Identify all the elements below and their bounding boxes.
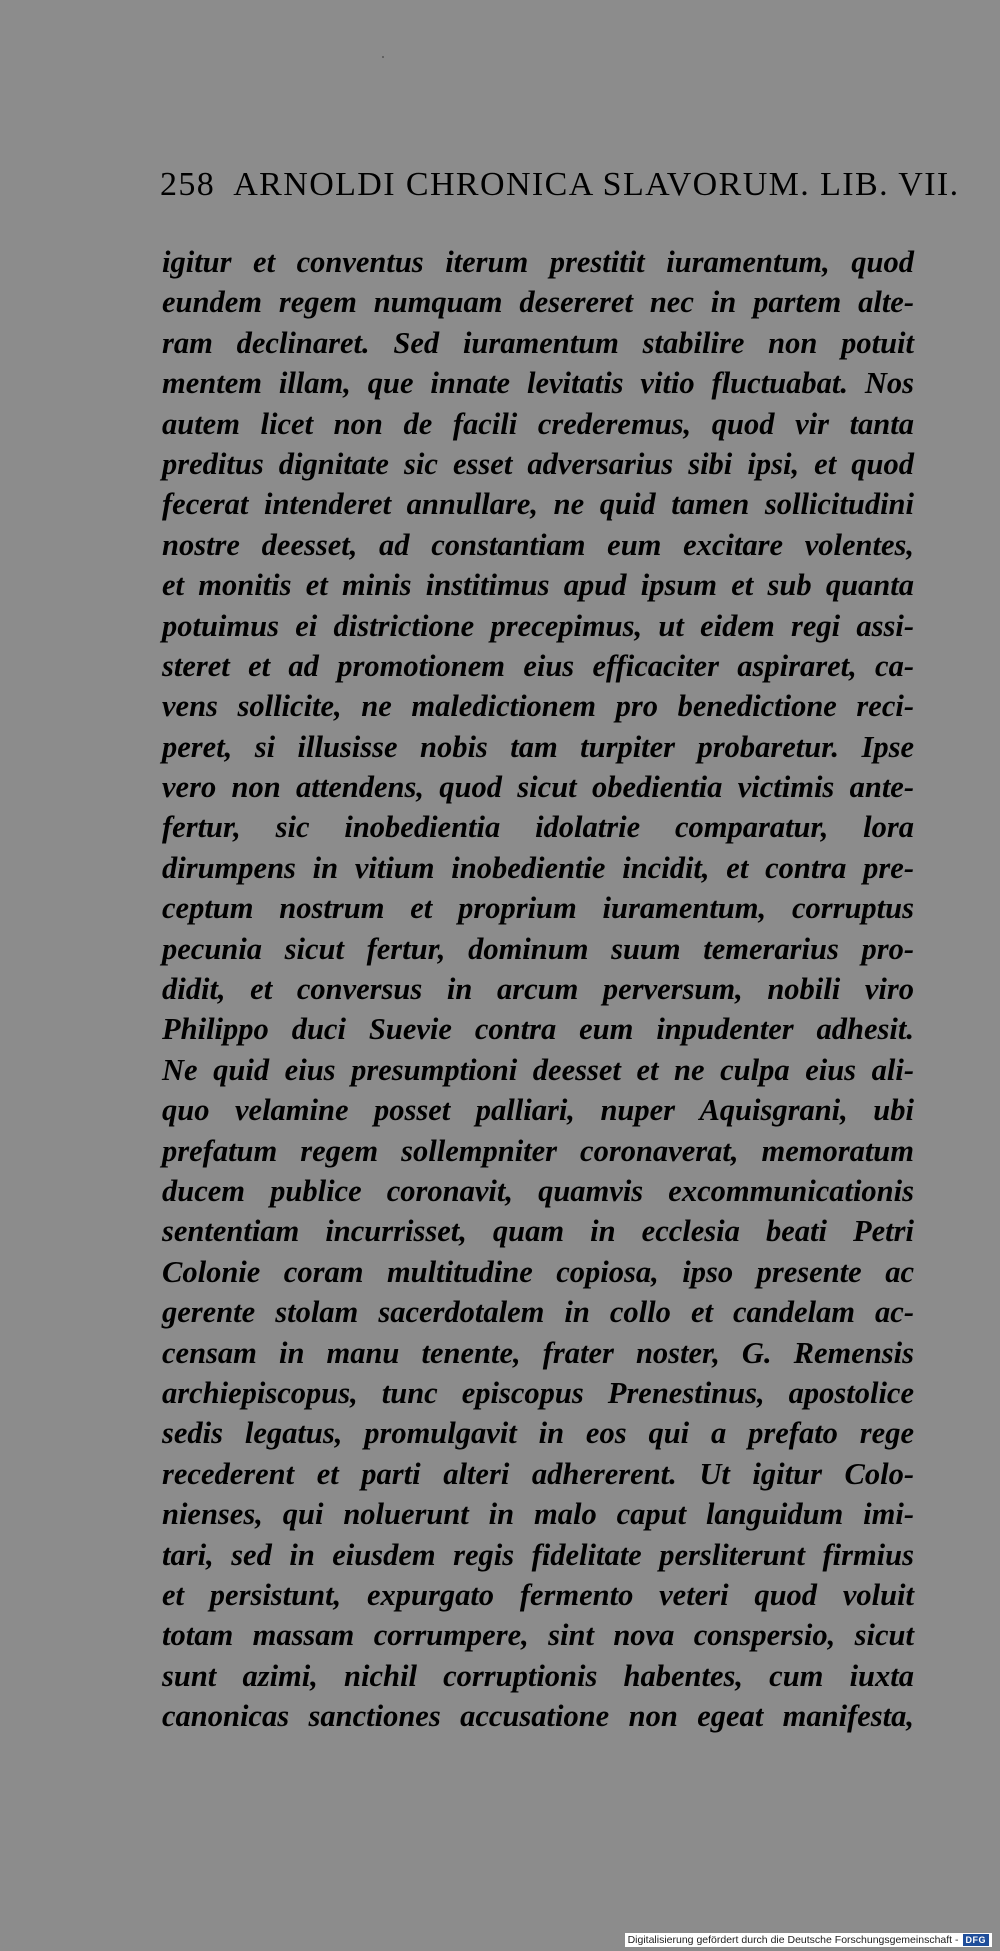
text-line: vens sollicite, ne maledictionem pro benedictione reci- — [162, 689, 914, 724]
scan-speck — [382, 56, 384, 58]
text-line: peret, si illusisse nobis tam turpiter probaretur. Ipse — [162, 729, 914, 764]
text-line: fertur, sic inobedientia idolatrie comparatur, lora — [162, 810, 914, 845]
page-number: 258 — [160, 166, 216, 203]
text-line: igitur et conventus iterum prestitit iuramentum, quod — [162, 245, 914, 279]
text-line: prefatum regem sollempniter coronaverat, memoratum — [162, 1133, 914, 1168]
text-line: canonicas sanctiones accusatione non egeat manifesta, — [162, 1699, 914, 1734]
text-line: nostre deesset, ad constantiam eum excitare volentes, — [162, 527, 914, 562]
text-line: ceptum nostrum et proprium iuramentum, corruptus — [162, 891, 914, 926]
text-line: et monitis et minis institimus apud ipsum et sub quanta — [162, 568, 914, 603]
text-line: steret et ad promotionem eius efficaciter aspiraret, ca- — [162, 648, 914, 683]
text-line: autem licet non de facili crederemus, quod vir tanta — [162, 406, 914, 441]
text-line: censam in manu tenente, frater noster, G. Remensis — [162, 1335, 914, 1370]
dfg-logo-icon: DFG — [963, 1934, 990, 1946]
text-line: dirumpens in vitium inobedientie incidit, et contra pre- — [162, 850, 914, 885]
text-line: archiepiscopus, tunc episcopus Prenestinus, apostolice — [162, 1375, 914, 1410]
text-line: tari, sed in eiusdem regis fidelitate persliterunt firmius — [162, 1537, 914, 1572]
text-line: Philippo duci Suevie contra eum inpudenter adhesit. — [162, 1012, 914, 1047]
text-line: sententiam incurrisset, quam in ecclesia beati Petri — [162, 1214, 914, 1249]
text-line: Colonie coram multitudine copiosa, ipso presente ac — [162, 1254, 914, 1289]
text-line: ram declinaret. Sed iuramentum stabilire non potuit — [162, 325, 914, 360]
text-line: sunt azimi, nichil corruptionis habentes, cum iuxta — [162, 1658, 914, 1693]
text-line: et persistunt, expurgato fermento veteri quod voluit — [162, 1577, 914, 1612]
text-line: pecunia sicut fertur, dominum suum temerarius pro- — [162, 931, 914, 966]
text-line: fecerat intenderet annullare, ne quid tamen sollicitudini — [162, 487, 914, 522]
page-header — [160, 166, 960, 210]
footer-credit — [625, 1933, 992, 1947]
text-line: preditus dignitate sic esset adversarius sibi ipsi, et quod — [162, 446, 914, 481]
text-line: potuimus ei districtione precepimus, ut eidem regi assi- — [162, 608, 914, 643]
running-title: ARNOLDI CHRONICA SLAVORUM. LIB. VII. — [233, 166, 960, 203]
text-line: totam massam corrumpere, sint nova conspersio, sicut — [162, 1618, 914, 1653]
text-line: ducem publice coronavit, quamvis excommunicationis — [162, 1173, 914, 1208]
text-line: sedis legatus, promulgavit in eos qui a prefato rege — [162, 1416, 914, 1451]
text-line: eundem regem numquam desereret nec in partem alte- — [162, 285, 914, 320]
text-line: recederent et parti alteri adhererent. Ut igitur Colo- — [162, 1456, 914, 1491]
body-text — [162, 242, 914, 1736]
text-line: gerente stolam sacerdotalem in collo et candelam ac- — [162, 1295, 914, 1330]
text-line: quo velamine posset palliari, nuper Aquisgrani, ubi — [162, 1093, 914, 1128]
footer-credit-text: Digitalisierung gefördert durch die Deutsche Forschungsgemeinschaft - — [627, 1934, 959, 1946]
text-line: didit, et conversus in arcum perversum, nobili viro — [162, 972, 914, 1007]
text-line: Ne quid eius presumptioni deesset et ne culpa eius ali- — [162, 1052, 914, 1087]
text-line: vero non attendens, quod sicut obedientia victimis ante- — [162, 770, 914, 805]
text-line: nienses, qui noluerunt in malo caput languidum imi- — [162, 1497, 914, 1532]
text-line: mentem illam, que innate levitatis vitio fluctuabat. Nos — [162, 366, 914, 401]
